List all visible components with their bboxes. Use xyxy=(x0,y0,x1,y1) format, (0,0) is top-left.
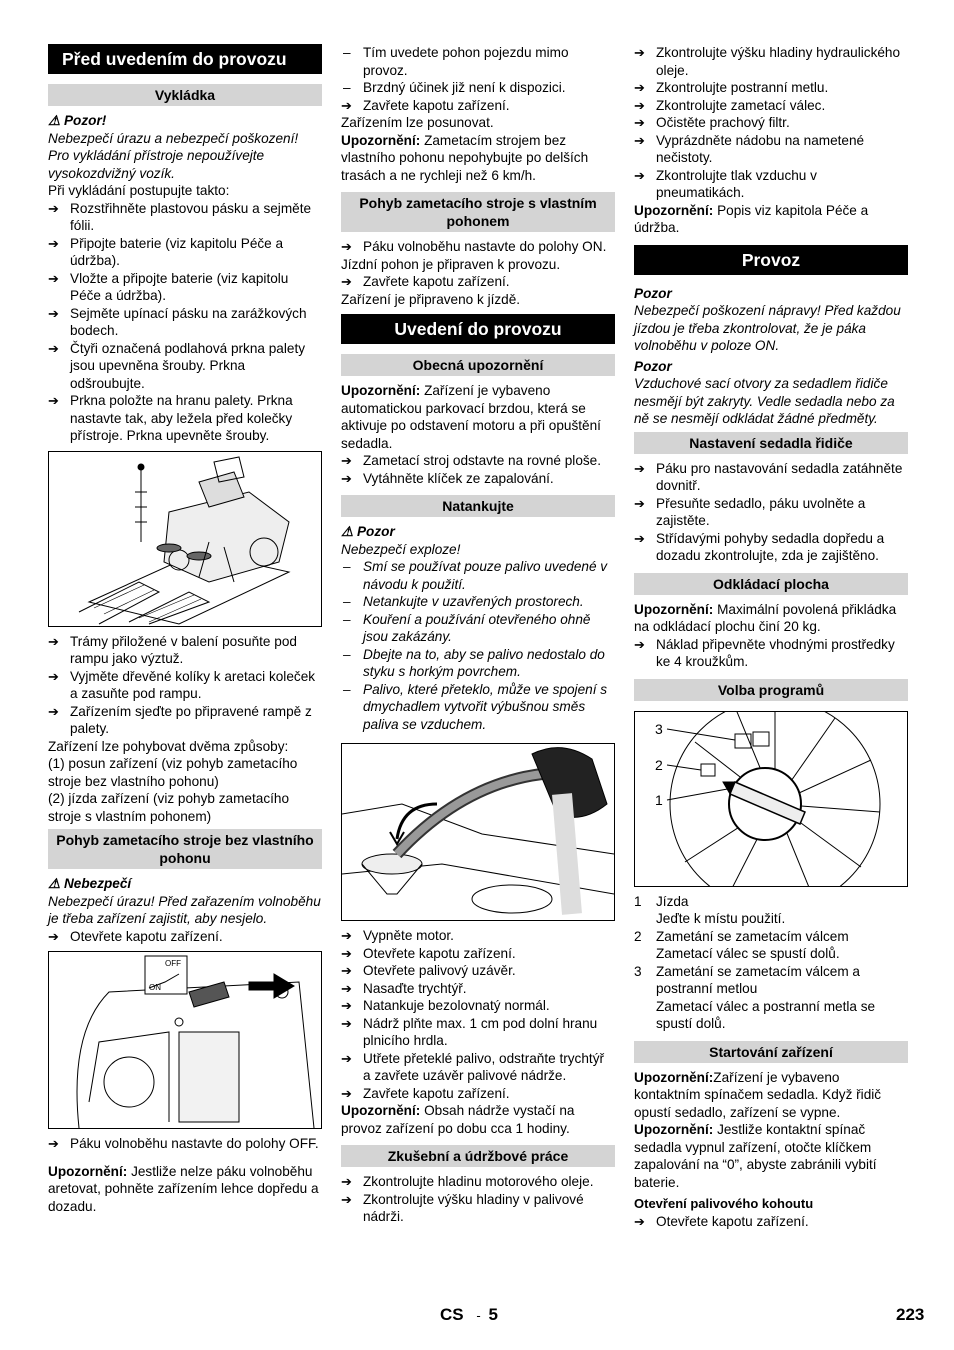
step: ➔ Otevřete kapotu zařízení. xyxy=(341,945,615,963)
unloading-illustration xyxy=(48,451,322,627)
program-selector-illustration xyxy=(634,711,908,887)
dash-item: – Kouření a používání otevřeného ohně jsou zakázány. xyxy=(341,611,615,646)
step: ➔ Zkontrolujte výšku hladiny hydraulického oleje. xyxy=(634,44,908,79)
section-heading: Zkušební a údržbové práce xyxy=(341,1145,615,1167)
step: ➔ Nasaďte trychtýř. xyxy=(341,980,615,998)
paragraph: Zařízením lze posunovat. xyxy=(341,115,494,130)
step: ➔ Otevřete kapotu zařízení. xyxy=(48,928,322,946)
program-item: 1 Jízda xyxy=(634,893,689,909)
step: ➔ Vypněte motor. xyxy=(341,927,615,945)
note: Upozornění: Jestliže nelze páku volnoběhu aretovat, pohněte zařízením lehce dopředu a dozadu. xyxy=(48,1163,319,1214)
freewheel-lever-drawing xyxy=(49,952,321,1128)
step: ➔ Zařízením sjeďte po připravené rampě z palety. xyxy=(48,703,322,738)
warning-icon: ⚠ xyxy=(48,113,64,128)
warning-label: Pozor xyxy=(634,285,672,301)
step: ➔ Sejměte upínací pásku na zarážkových bodech. xyxy=(48,305,322,340)
warning-text: Nebezpečí exploze! xyxy=(341,541,461,557)
step: ➔ Střídavými pohyby sedadla dopředu a dozadu zkontrolujte, zda je zajištěno. xyxy=(634,530,908,565)
warning-label: ⚠ Pozor! xyxy=(48,113,107,128)
step: ➔ Utřete přeteklé palivo, odstraňte trychtýř a zavřete uzávěr palivové nádrže. xyxy=(341,1050,615,1085)
step: ➔ Zkontrolujte tlak vzduchu v pneumatikách. xyxy=(634,167,908,202)
step: ➔ Zavřete kapotu zařízení. xyxy=(341,273,615,291)
note: Upozornění:Zařízení je vybaveno kontaktním spínačem sedadla. Když řidič opustí sedadlo, zařízení se vypne. xyxy=(634,1069,882,1120)
dash-item: – Netankujte v uzavřených prostorech. xyxy=(341,593,615,611)
step: ➔ Náklad připevněte vhodnými prostředky ke 4 kroužkům. xyxy=(634,636,908,671)
warning-label: Pozor xyxy=(634,358,672,374)
paragraph: (1) posun zařízení (viz pohyb zametacího stroje bez vlastního pohonu) xyxy=(48,756,298,789)
section-heading: Volba programů xyxy=(634,679,908,701)
program-knob-drawing xyxy=(635,712,907,886)
dash-item: – Palivo, které přeteklo, může ve spojení s dmychadlem vytvořit výbušnou směs paliva se vzduchem. xyxy=(341,681,615,734)
note: Upozornění: Zametacím strojem bez vlastního pohonu nepohybujte po delších trasách a ne rychleji než 6 km/h. xyxy=(341,132,589,183)
section-heading: Vykládka xyxy=(48,84,322,106)
section-heading: Startování zařízení xyxy=(634,1041,908,1063)
off-label: OFF xyxy=(165,959,181,968)
section-heading: Pohyb zametacího stroje bez vlastního pohonu xyxy=(48,829,322,869)
column-2 xyxy=(341,44,615,1226)
paragraph: Jízdní pohon je připraven k provozu. xyxy=(341,256,561,272)
step: ➔ Nádrž plňte max. 1 cm pod dolní hranu plnicího hrdla. xyxy=(341,1015,615,1050)
sweeper-on-pallet-drawing xyxy=(49,452,321,626)
footer-lang: CS - 5 xyxy=(440,1305,498,1324)
step: ➔ Páku pro nastavování sedadla zatáhněte dovnitř. xyxy=(634,460,908,495)
page-number: 223 xyxy=(896,1305,925,1324)
step: ➔ Prkna položte na hranu palety. Prkna nastavte tak, aby ležela před kolečky přístroje. Prkna upevněte šrouby. xyxy=(48,392,322,445)
warning-label: ⚠ Pozor xyxy=(341,524,395,539)
subheading: Otevření palivového kohoutu xyxy=(634,1196,814,1211)
callout-1: 1 xyxy=(655,791,663,808)
section-heading: Nastavení sedadla řidiče xyxy=(634,432,908,454)
section-title: Uvedení do provozu xyxy=(341,314,615,344)
step: ➔ Zavřete kapotu zařízení. xyxy=(341,1085,615,1103)
note: Upozornění: Jestliže kontaktní spínač sedadla vypnul zařízení, otočte klíčkem zapalování na “0”, abyste zabránili vybití baterie. xyxy=(634,1122,877,1190)
step: ➔ Přesuňte sedadlo, páku uvolněte a zajistěte. xyxy=(634,495,908,530)
step: ➔ Zavřete kapotu zařízení. xyxy=(341,97,615,115)
program-desc: Zametací válec se spustí dolů. xyxy=(656,946,840,961)
note: Upozornění: Maximální povolená přikládka na odkládací plochu činí 20 kg. xyxy=(634,601,897,634)
program-item: 2 Zametání se zametacím válcem xyxy=(634,928,849,944)
step: ➔ Očistěte prachový filtr. xyxy=(634,114,908,132)
step: ➔ Otevřete kapotu zařízení. xyxy=(634,1213,908,1231)
step: ➔ Zkontrolujte postranní metlu. xyxy=(634,79,908,97)
section-heading: Pohyb zametacího stroje s vlastním pohonem xyxy=(341,192,615,232)
section-title: Provoz xyxy=(634,245,908,275)
program-desc: Zametací válec a postranní metla se spustí dolů. xyxy=(656,998,876,1031)
warning-text: Nebezpečí úrazu! Před zařazením volnoběhu je třeba zařízení zajistit, aby nesjelo. xyxy=(48,893,321,926)
on-label: ON xyxy=(149,983,161,992)
note: Upozornění: Popis viz kapitola Péče a údržba. xyxy=(634,202,869,235)
freewheel-lever-illustration xyxy=(48,951,322,1129)
step: ➔ Rozstřihněte plastovou pásku a sejměte fólii. xyxy=(48,200,322,235)
program-item: 3 Zametání se zametacím válcem a postranní metlou xyxy=(634,963,860,996)
section-heading: Odkládací plocha xyxy=(634,573,908,595)
column-3 xyxy=(634,44,908,1230)
callout-2: 2 xyxy=(655,756,663,773)
callout-3: 3 xyxy=(655,720,663,737)
section-title: Před uvedením do provozu xyxy=(48,44,322,74)
dash-item: – Smí se používat pouze palivo uvedené v návodu k použití. xyxy=(341,558,615,593)
step: ➔ Připojte baterie (viz kapitolu Péče a údržba). xyxy=(48,235,322,270)
step: ➔ Zkontrolujte výšku hladiny v palivové nádrži. xyxy=(341,1191,615,1226)
warning-label: ⚠ Nebezpečí xyxy=(48,876,132,891)
step: ➔ Otevřete palivový uzávěr. xyxy=(341,962,615,980)
program-desc: Jeďte k místu použití. xyxy=(656,911,786,926)
funnel-refuel-drawing xyxy=(342,744,614,920)
column-1 xyxy=(48,44,322,1215)
note: Upozornění: Obsah nádrže vystačí na provoz zařízení po dobu cca 1 hodiny. xyxy=(341,1103,575,1136)
step: ➔ Vyjměte dřevěné kolíky k aretaci koleček a zasuňte pod rampu. xyxy=(48,668,322,703)
paragraph: Při vykládání postupujte takto: xyxy=(48,183,230,198)
paragraph: (2) jízda zařízení (viz pohyb zametacího stroje s vlastním pohonem) xyxy=(48,791,290,824)
warning-text: Nebezpečí úrazu a nebezpečí poškození! Pro vykládání přístroje nepoužívejte vysokozdvižný vozík. xyxy=(48,130,299,181)
refuel-illustration xyxy=(341,743,615,921)
dash-item: – Brzdný účinek již není k dispozici. xyxy=(341,79,615,97)
paragraph: Zařízení je připraveno k jízdě. xyxy=(341,291,521,307)
step: ➔ Vyprázdněte nádobu na nametené nečistoty. xyxy=(634,132,908,167)
section-heading: Obecná upozornění xyxy=(341,354,615,376)
step: ➔ Páku volnoběhu nastavte do polohy OFF. xyxy=(48,1135,322,1153)
warning-text: Vzduchové sací otvory za sedadlem řidiče nesmějí být zakryty. Vedle sedadla nebo za ně se nesmějí odkládat žádné předměty. xyxy=(634,376,895,426)
step: ➔ Natankuje bezolovnatý normál. xyxy=(341,997,615,1015)
warning-text: Nebezpečí poškození nápravy! Před každou jízdou je třeba zkontrolovat, že je páka volnoběhu v poloze ON. xyxy=(634,303,901,353)
step: ➔ Trámy přiložené v balení posuňte pod rampu jako výztuž. xyxy=(48,633,322,668)
step: ➔ Vložte a připojte baterie (viz kapitolu Péče a údržba). xyxy=(48,270,322,305)
section-heading: Natankujte xyxy=(341,495,615,517)
step: ➔ Zkontrolujte zametací válec. xyxy=(634,97,908,115)
paragraph: Zařízení lze pohybovat dvěma způsoby: xyxy=(48,738,289,754)
step: ➔ Vytáhněte klíček ze zapalování. xyxy=(341,470,615,488)
step: ➔ Zametací stroj odstavte na rovné ploše. xyxy=(341,452,615,470)
step: ➔ Páku volnoběhu nastavte do polohy ON. xyxy=(341,238,615,256)
note: Upozornění: Zařízení je vybaveno automatickou parkovací brzdou, která se aktivuje po odstavení motoru a při opuštění sedadla. xyxy=(341,383,601,451)
step: ➔ Čtyři označená podlahová prkna palety jsou upevněna šrouby. Prkna odšroubujte. xyxy=(48,340,322,393)
warning-icon: ⚠ xyxy=(341,524,357,539)
step: ➔ Zkontrolujte hladinu motorového oleje. xyxy=(341,1173,615,1191)
warning-icon: ⚠ xyxy=(48,876,64,891)
dash-item: – Dbejte na to, aby se palivo nedostalo do styku s horkým povrchem. xyxy=(341,646,615,681)
dash-item: – Tím uvedete pohon pojezdu mimo provoz. xyxy=(341,44,615,79)
